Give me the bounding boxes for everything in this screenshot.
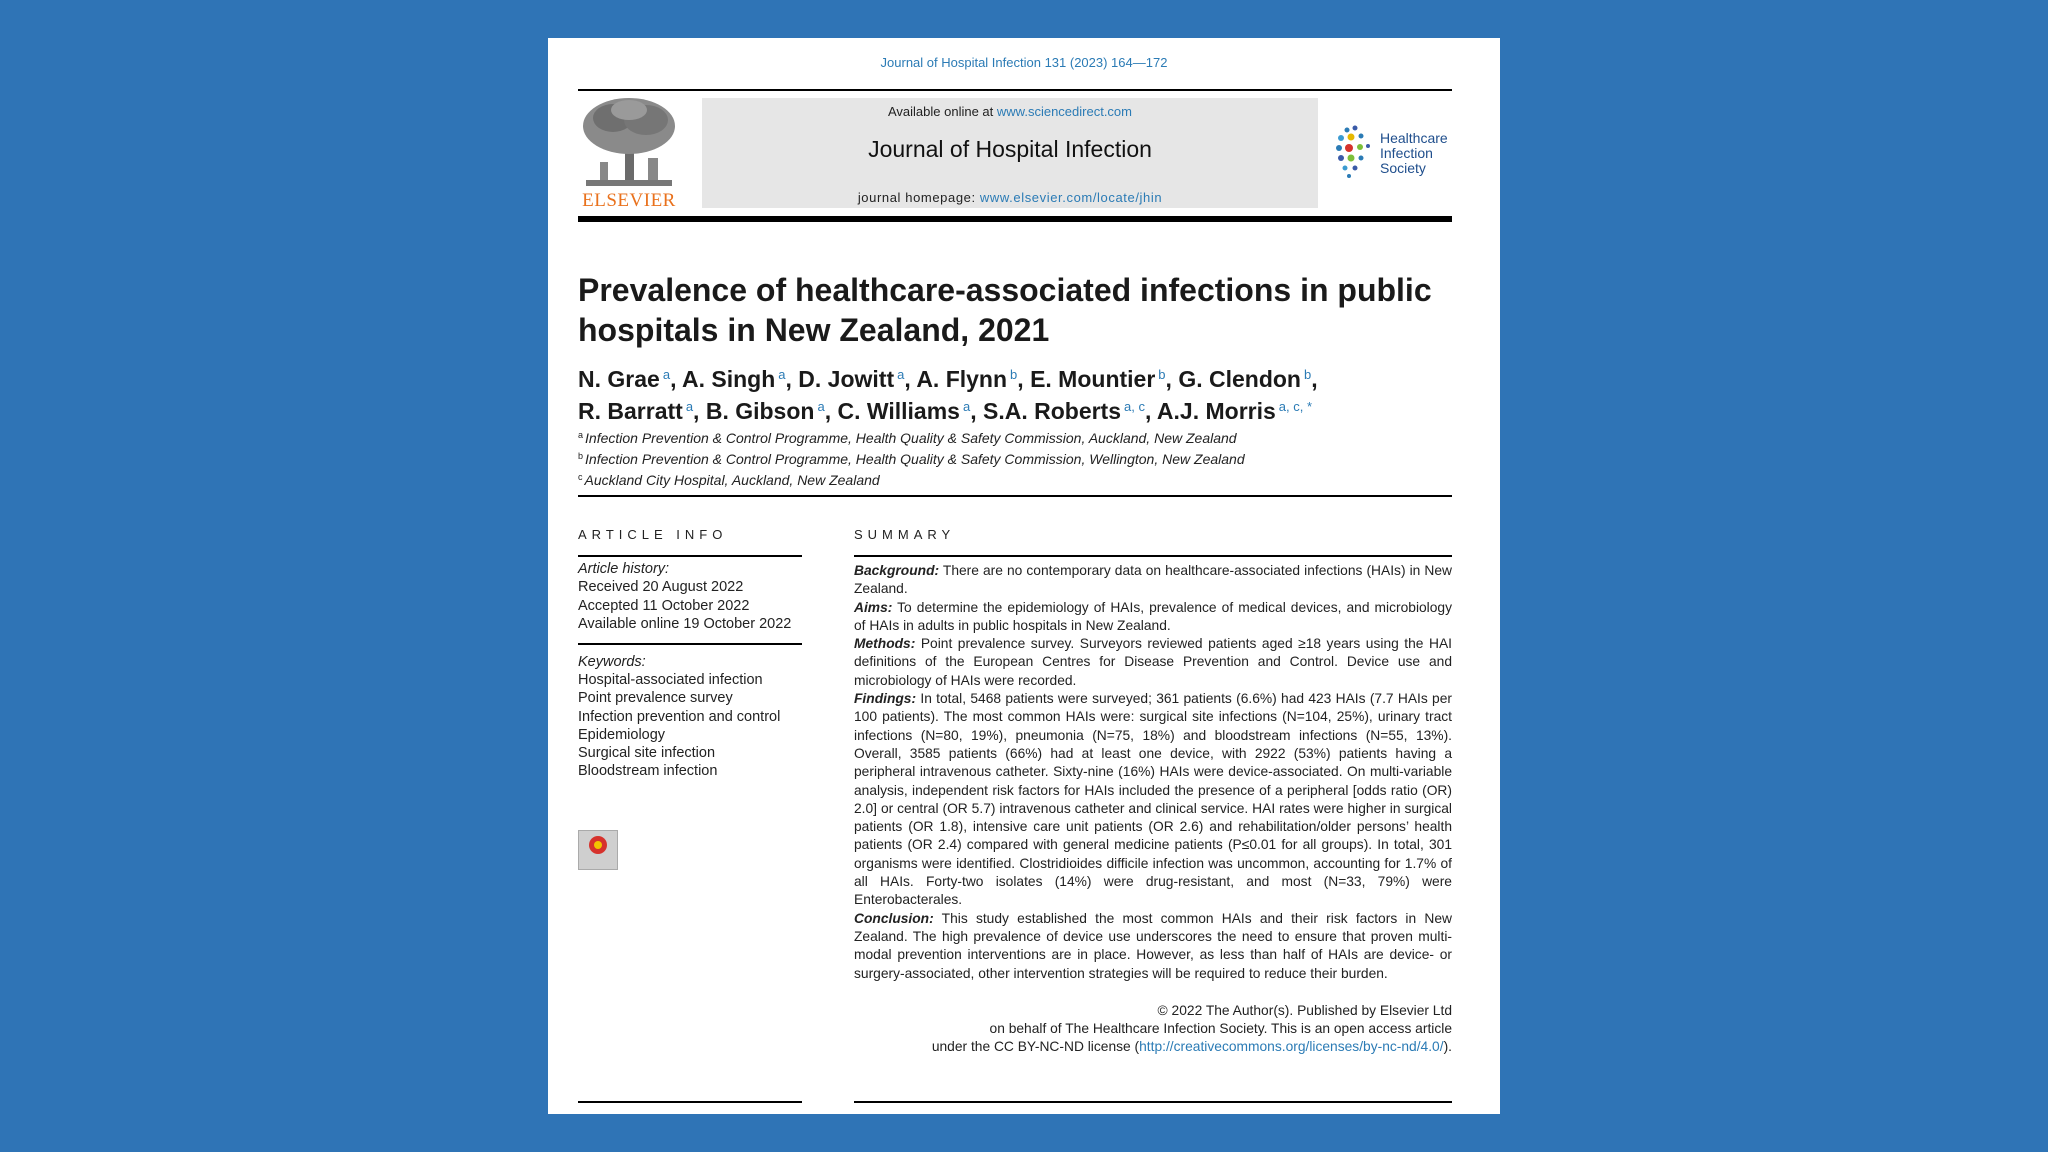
author-affiliation-marker[interactable]: a — [685, 399, 694, 414]
findings-paragraph: Findings: In total, 5468 patients were surveyed; 361 patients (6.6%) had 423 HAIs (7.7 HAIs per 100 patients). The most common HAIs were: surgical site infections (N=104, 25%), urinary tract infections (N=80, 19%), pneumonia (N=75, 18%) and bloodstream infections (N=55, 13%). Overall, 3585 patients (66%) had at least one device, with 2922 (53%) patients having a peripheral intravenous catheter. Sixty-nine (16%) HAIs were device-associated. On multi-variable analysis, independent risk factors for HAIs included the presence of a peripheral [odds ratio (OR) 2.0] or central (OR 5.7) intravenous catheter and clinical service. HAI rates were higher in surgical patients (OR 1.8), intensive care unit patients (OR 2.6) and rehabilitation/older persons’ health patients (OR 2.4) compared with general medicine patients (P≤0.01 for all groups). In total, 301 organisms were identified. Clostridioides difficile infection was uncommon, accounting for 1.7% of all HAIs. Forty-two isolates (14%) were drug-resistant, and most (N=33, 79%) were Enterobacterales. — [854, 691, 1452, 908]
author-name: A.J. Morris — [1156, 398, 1276, 424]
his-wordmark — [1380, 131, 1448, 176]
author-separator: , — [1017, 366, 1031, 392]
aims-paragraph: Aims: To determine the epidemiology of HAIs, prevalence of medical devices, and microbiology of HAIs in adults in public hospitals in New Zealand. — [854, 599, 1452, 633]
keyword-item: Surgical site infection — [578, 745, 716, 762]
author-name: D. Jowitt — [798, 366, 895, 392]
copyright-notice — [854, 1002, 1452, 1056]
author-affiliation-marker[interactable]: b — [1303, 367, 1312, 382]
author-affiliation-marker[interactable]: a — [817, 399, 825, 414]
author-separator: , — [824, 398, 838, 424]
author-name: S.A. Roberts — [982, 398, 1122, 424]
summary-rule — [854, 555, 1452, 557]
homepage-label: journal homepage: — [857, 190, 980, 205]
top-rule — [578, 89, 1452, 91]
author-affiliation-marker[interactable]: b — [1158, 367, 1166, 382]
author-separator: , — [1144, 398, 1157, 424]
article-info-rule — [578, 555, 802, 557]
conclusion-paragraph: Conclusion: This study established the most common HAIs and their risk factors in New Zealand. The high prevalence of device use underscores the need to ensure that proven multi-modal prevention interventions are in place. However, as less than half of HAIs are device- or surgery-associated, other intervention strategies will be required to reduce their burden. — [854, 910, 1452, 981]
author-affiliation-marker[interactable]: a — [962, 399, 971, 414]
keywords-label: Keywords: — [578, 653, 646, 670]
his-word-3: Society — [1380, 160, 1426, 176]
keyword-item: Hospital-associated infection — [578, 671, 763, 688]
summary-heading: SUMMARY — [854, 527, 956, 542]
sciencedirect-link[interactable]: www.sciencedirect.com — [996, 104, 1132, 119]
keyword-item: Infection prevention and control — [578, 708, 781, 725]
author-affiliation-marker[interactable]: a, c, * — [1278, 399, 1313, 414]
available-label: Available online at — [887, 104, 997, 119]
copyright-line-3: under the CC BY-NC-ND license (http://creativecommons.org/licenses/by-nc-nd/4.0/). — [931, 1039, 1452, 1054]
author-name: A. Flynn — [916, 366, 1008, 392]
received-date: Received 20 August 2022 — [578, 579, 744, 596]
keywords-rule — [578, 643, 802, 645]
author-name: A. Singh — [682, 366, 776, 392]
author-separator: , — [904, 366, 917, 392]
author-name: N. Grae — [578, 366, 660, 392]
author-name: G. Clendon — [1178, 366, 1301, 392]
affiliation-a: $^a$ Infection Prevention & Control Programme, Health Quality & Safety Commission, Auckland, New Zealand — [578, 430, 1237, 446]
author-separator: , — [970, 398, 983, 424]
author-name: B. Gibson — [705, 398, 815, 424]
author-affiliation-marker[interactable]: a — [662, 367, 671, 382]
author-separator: , — [1311, 366, 1318, 392]
affiliation-b: $^b$ Infection Prevention & Control Programme, Health Quality & Safety Commission, Wellington, New Zealand — [578, 451, 1245, 467]
keyword-item: Point prevalence survey — [578, 690, 733, 707]
author-name: C. Williams — [837, 398, 960, 424]
license-link[interactable]: http://creativecommons.org/licenses/by-nc-nd/4.0/ — [1139, 1039, 1444, 1054]
author-affiliation-marker[interactable]: a — [897, 367, 905, 382]
author-line-1 — [578, 361, 1452, 393]
article-info — [578, 560, 802, 781]
summary-text — [854, 562, 1452, 983]
background-paragraph: Background: There are no contemporary data on healthcare-associated infections (HAIs) in New Zealand. — [854, 563, 1452, 597]
his-dots-icon — [1333, 124, 1377, 184]
available-online — [702, 104, 1318, 119]
affiliation-rule — [578, 495, 1452, 497]
copyright-line-2: on behalf of The Healthcare Infection Society. This is an open access article — [989, 1021, 1452, 1036]
summary-bottom-rule — [854, 1101, 1452, 1103]
author-separator: , — [1165, 366, 1179, 392]
accepted-date: Accepted 11 October 2022 — [578, 597, 750, 614]
author-line-2 — [578, 393, 1452, 425]
author-name: R. Barratt — [578, 398, 683, 424]
his-word-2: Infection — [1380, 145, 1433, 161]
author-affiliation-marker[interactable]: a, c — [1124, 399, 1145, 414]
author-list — [578, 361, 1452, 425]
available-date: Available online 19 October 2022 — [578, 615, 792, 632]
elsevier-wordmark: ELSEVIER — [582, 190, 676, 211]
paper-page — [548, 38, 1500, 1114]
author-affiliation-marker[interactable]: a — [778, 367, 786, 382]
keyword-item: Epidemiology — [578, 726, 666, 743]
article-info-bottom-rule — [578, 1101, 802, 1103]
author-affiliation-marker[interactable]: b — [1010, 367, 1018, 382]
history-label: Article history: — [578, 561, 670, 577]
keyword-item: Bloodstream infection — [578, 763, 718, 780]
author-separator: , — [785, 366, 799, 392]
journal-masthead — [702, 98, 1318, 208]
journal-citation[interactable]: Journal of Hospital Infection 131 (2023) 164—172 — [880, 55, 1168, 70]
author-separator: , — [693, 398, 706, 424]
copyright-line-1: © 2022 The Author(s). Published by Elsevier Ltd — [1157, 1003, 1452, 1018]
methods-paragraph: Methods: Point prevalence survey. Surveyors reviewed patients aged ≥18 years using the HAI definitions of the European Centres for Disease Prevention and Control. Device use and microbiology of HAIs were recorded. — [854, 636, 1452, 688]
affiliations — [578, 426, 1452, 489]
affiliation-c: $^c$ Auckland City Hospital, Auckland, New Zealand — [578, 472, 880, 488]
his-word-1: Healthcare — [1380, 130, 1448, 146]
author-separator: , — [670, 366, 682, 392]
check-for-updates-icon[interactable] — [578, 830, 618, 870]
article-info-heading: ARTICLE INFO — [578, 527, 728, 542]
masthead-rule — [578, 216, 1452, 222]
homepage-link[interactable]: www.elsevier.com/locate/jhin — [979, 190, 1163, 205]
author-name: E. Mountier — [1030, 366, 1156, 392]
journal-name: Journal of Hospital Infection — [868, 136, 1152, 162]
journal-homepage — [702, 190, 1318, 205]
article-title: Prevalence of healthcare-associated infections in public hospitals in New Zealand, 2021 — [578, 272, 1432, 348]
